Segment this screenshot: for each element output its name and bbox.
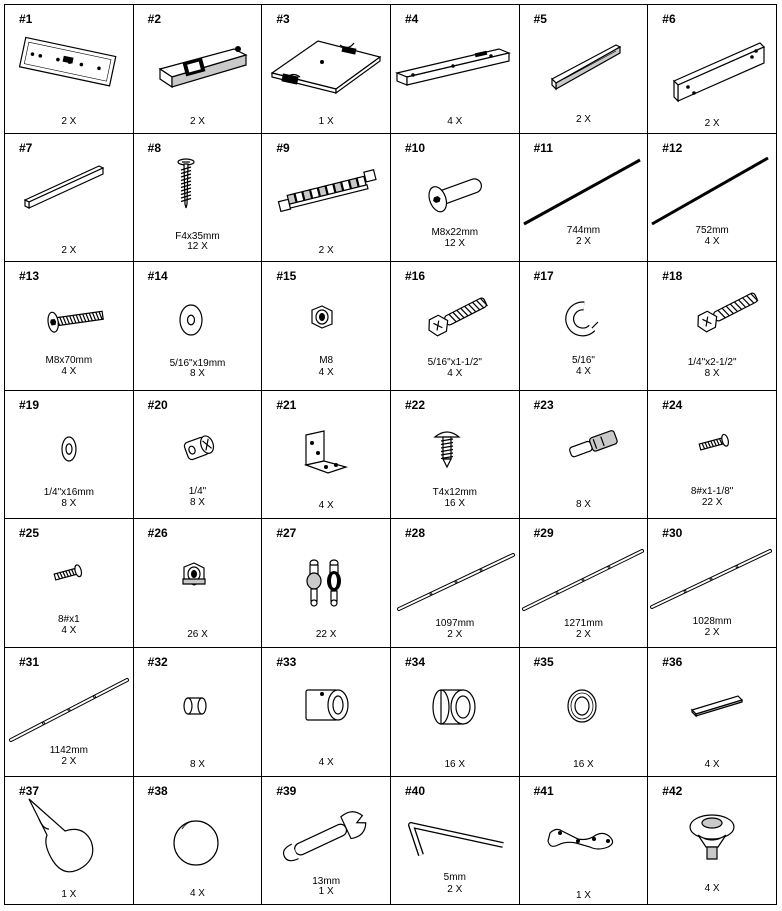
part-cell-11 — [520, 134, 649, 263]
part-cell-29 — [520, 519, 649, 648]
part-quantity: 1 X — [575, 889, 591, 901]
part-quantity: 4 X — [704, 235, 720, 247]
part-quantity: 4 X — [61, 366, 77, 378]
part-cell-33 — [262, 648, 391, 777]
part-spec: T4x12mm — [432, 486, 478, 498]
part-number: #20 — [147, 397, 168, 412]
part-quantity: 4 X — [704, 882, 720, 894]
part-quantity: 2 X — [575, 629, 591, 641]
part-cell-5 — [520, 5, 649, 134]
part-spec: 752mm — [695, 224, 729, 236]
part-spec: 1097mm — [435, 618, 475, 630]
part-quantity: 8 X — [189, 758, 205, 770]
part-cell-34 — [391, 648, 520, 777]
part-quantity: 1 X — [318, 116, 334, 127]
part-spec: 1/4"x16mm — [43, 486, 94, 498]
part-cell-21 — [262, 391, 391, 520]
part-number: #31 — [19, 654, 40, 669]
part-cell-3 — [262, 5, 391, 134]
part-cell-13 — [5, 262, 134, 391]
part-quantity: 8 X — [189, 368, 205, 380]
part-spec: 5/16"x19mm — [169, 358, 226, 370]
part-quantity: 8 X — [189, 496, 205, 508]
part-quantity: 12 X — [187, 240, 208, 252]
part-spec: 1142mm — [49, 744, 88, 756]
part-cell-15 — [262, 262, 391, 391]
part-number: #37 — [19, 783, 40, 798]
part-quantity: 2 X — [447, 883, 463, 895]
part-quantity: 4 X — [447, 116, 463, 127]
part-cell-17 — [520, 262, 649, 391]
part-spec: 13mm — [312, 875, 341, 887]
part-quantity: 2 X — [318, 244, 334, 256]
part-quantity: 8 X — [575, 498, 591, 510]
part-quantity: 2 X — [447, 629, 463, 641]
part-number: #11 — [533, 140, 553, 155]
part-quantity: 4 X — [61, 625, 77, 637]
part-number: #19 — [19, 397, 40, 412]
part-number: #40 — [404, 783, 425, 798]
part-quantity: 8 X — [61, 497, 77, 509]
part-quantity: 26 X — [187, 629, 208, 641]
part-cell-4 — [391, 5, 520, 134]
part-cell-6 — [648, 5, 777, 134]
part-number: #41 — [533, 783, 554, 798]
part-quantity: 2 X — [61, 244, 77, 256]
part-number: #7 — [19, 140, 33, 155]
part-number: #27 — [276, 526, 297, 541]
part-cell-28 — [391, 519, 520, 648]
part-number: #12 — [662, 140, 683, 155]
part-quantity: 4 X — [318, 499, 334, 511]
part-number: #30 — [662, 526, 683, 541]
part-number: #26 — [147, 526, 168, 541]
part-number: #3 — [276, 12, 290, 26]
part-quantity: 22 X — [701, 496, 723, 508]
part-number: #15 — [276, 269, 297, 284]
part-spec: M8x70mm — [45, 355, 93, 367]
part-quantity: 4 X — [318, 367, 334, 379]
part-number: #32 — [147, 654, 168, 669]
part-cell-38 — [134, 777, 263, 906]
part-number: #4 — [404, 12, 419, 26]
part-number: #1 — [19, 12, 33, 26]
part-cell-37 — [5, 777, 134, 906]
part-spec: 1/4" — [188, 485, 207, 497]
part-quantity: 2 X — [704, 118, 720, 129]
part-quantity: 4 X — [447, 368, 463, 380]
part-number: #36 — [662, 654, 683, 669]
part-cell-32 — [134, 648, 263, 777]
part-quantity: 4 X — [575, 366, 591, 378]
part-quantity: 2 X — [189, 116, 205, 127]
part-number: #5 — [533, 12, 547, 26]
part-spec: 5/16"x1-1/2" — [427, 357, 482, 369]
part-quantity: 2 X — [575, 235, 591, 247]
part-number: #9 — [276, 140, 290, 155]
part-spec: 8#x1 — [57, 614, 80, 626]
part-cell-8 — [134, 134, 263, 263]
part-quantity: 16 X — [573, 758, 594, 770]
part-cell-36 — [648, 648, 777, 777]
part-cell-2 — [134, 5, 263, 134]
part-number: #8 — [147, 140, 162, 155]
part-quantity: 2 X — [704, 627, 720, 639]
part-cell-35 — [520, 648, 649, 777]
part-cell-39 — [262, 777, 391, 906]
part-cell-7 — [5, 134, 134, 263]
part-cell-19 — [5, 391, 134, 520]
part-cell-18 — [648, 262, 777, 391]
part-quantity: 16 X — [444, 758, 466, 770]
part-cell-22 — [391, 391, 520, 520]
part-cell-41 — [520, 777, 649, 906]
part-quantity: 16 X — [444, 497, 466, 509]
part-quantity: 1 X — [318, 885, 334, 897]
part-quantity: 12 X — [444, 237, 466, 249]
part-cell-9 — [262, 134, 391, 263]
part-cell-16 — [391, 262, 520, 391]
part-spec: 5/16" — [571, 355, 595, 367]
part-spec: 744mm — [566, 224, 601, 236]
part-number: #33 — [276, 654, 297, 669]
part-number: #16 — [404, 269, 425, 284]
part-cell-14 — [134, 262, 263, 391]
part-number: #14 — [147, 269, 168, 284]
part-number: #39 — [276, 783, 297, 798]
part-quantity: 2 X — [575, 114, 591, 125]
parts-grid — [4, 4, 777, 905]
part-number: #35 — [533, 654, 554, 669]
part-cell-12 — [648, 134, 777, 263]
part-number: #10 — [404, 140, 425, 155]
part-number: #2 — [147, 12, 162, 26]
part-spec: 5mm — [443, 871, 466, 883]
part-spec: 1271mm — [564, 618, 603, 630]
part-spec: 1028mm — [692, 616, 732, 628]
part-cell-31 — [5, 648, 134, 777]
part-cell-10 — [391, 134, 520, 263]
part-cell-1 — [5, 5, 134, 134]
part-cell-25 — [5, 519, 134, 648]
part-number: #42 — [662, 783, 683, 798]
part-cell-23 — [520, 391, 649, 520]
part-number: #23 — [533, 397, 554, 412]
part-cell-26 — [134, 519, 263, 648]
part-quantity: 4 X — [318, 756, 334, 768]
part-spec: 1/4"x2-1/2" — [687, 357, 737, 369]
part-cell-42 — [648, 777, 777, 906]
part-cell-30 — [648, 519, 777, 648]
part-quantity: 1 X — [61, 888, 77, 900]
part-number: #34 — [404, 654, 425, 669]
part-number: #6 — [662, 12, 676, 26]
part-number: #24 — [662, 397, 683, 412]
part-number: #18 — [662, 269, 683, 284]
part-quantity: 8 X — [704, 368, 720, 380]
part-quantity: 22 X — [315, 629, 337, 641]
part-number: #13 — [19, 269, 40, 284]
part-quantity: 4 X — [704, 758, 720, 770]
part-number: #17 — [533, 269, 554, 284]
part-cell-27 — [262, 519, 391, 648]
part-quantity: 2 X — [61, 755, 77, 767]
part-number: #29 — [533, 526, 554, 541]
part-spec: F4x35mm — [175, 230, 220, 242]
part-quantity: 4 X — [189, 887, 205, 899]
part-cell-20 — [134, 391, 263, 520]
part-number: #22 — [404, 397, 425, 412]
part-number: #38 — [147, 783, 168, 798]
part-spec: M8x22mm — [431, 226, 479, 238]
part-quantity: 2 X — [61, 116, 77, 127]
part-number: #25 — [19, 526, 40, 541]
part-number: #21 — [276, 397, 297, 412]
part-spec: M8 — [319, 355, 334, 367]
part-cell-24 — [648, 391, 777, 520]
part-spec: 8#x1-1/8" — [690, 485, 734, 497]
part-number: #28 — [404, 526, 425, 541]
part-cell-40 — [391, 777, 520, 906]
